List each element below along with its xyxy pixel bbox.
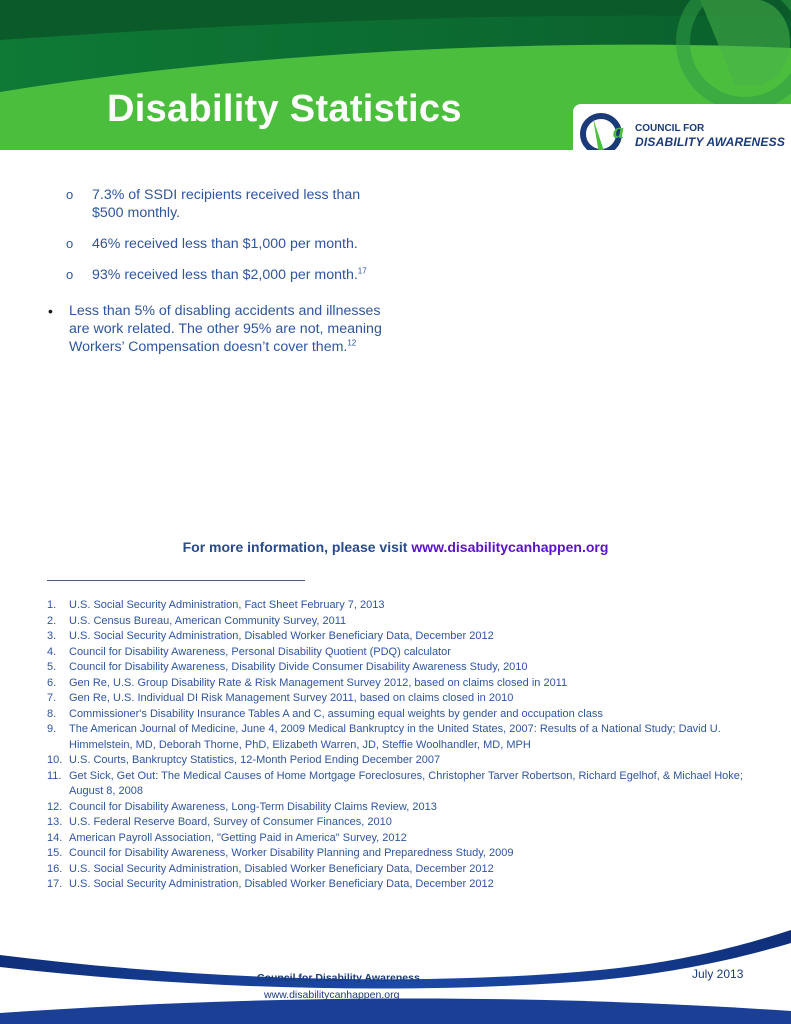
reference-text: Commissioner's Disability Insurance Tables A and C, assuming equal weights by gender and occupation class [69, 707, 603, 720]
reference-text: The American Journal of Medicine, June 4, 2009 Medical Bankruptcy in the United States, 2007: Results of a National Study; David U. Himmelstein, MD, Deborah Thorne, PhD, Elizabeth Warren, JD, Steffie Woolhandler, MD, MPH [69, 723, 721, 751]
reference-item [47, 598, 747, 614]
reference-number: 2. [47, 614, 57, 627]
reference-text: Gen Re, U.S. Individual DI Risk Management Survey 2011, based on claims closed in 2010 [69, 692, 514, 704]
reference-text: U.S. Social Security Administration, Disabled Worker Beneficiary Data, December 2012 [69, 862, 494, 875]
footer-date: July 2013 [692, 967, 744, 981]
reference-text: U.S. Census Bureau, American Community Survey, 2011 [69, 614, 347, 627]
logo-line-2: DISABILITY AWARENESS [635, 135, 786, 149]
footnote-ref: 12 [347, 338, 357, 348]
sub-bullet-text: 93% received less than $2,000 per month. [92, 267, 358, 283]
organization-logo [573, 104, 791, 150]
sub-bullet [48, 235, 388, 253]
reference-number: 14. [47, 831, 63, 844]
reference-item [47, 846, 747, 862]
reference-text: Council for Disability Awareness, Disability Divide Consumer Disability Awareness Study, 2010 [69, 661, 528, 673]
statistics-bullets [48, 186, 388, 356]
reference-item [47, 660, 747, 676]
reference-number: 8. [47, 707, 57, 720]
reference-item [47, 753, 747, 769]
reference-text: Council for Disability Awareness, Worker Disability Planning and Preparedness Study, 2009 [69, 847, 514, 859]
reference-number: 10. [47, 754, 63, 766]
reference-text: Get Sick, Get Out: The Medical Causes of Home Mortgage Foreclosures, Christopher Tarver Robertson, Richard Egelhof, & Michael Hoke; August 8, 2008 [69, 769, 743, 797]
reference-item [47, 676, 747, 692]
sub-bullet [48, 186, 388, 222]
reference-number: 16. [47, 862, 63, 875]
reference-item [47, 800, 747, 816]
reference-number: 1. [47, 599, 57, 611]
reference-text: Council for Disability Awareness, Long-Term Disability Claims Review, 2013 [69, 800, 437, 813]
svg-text:a: a [613, 118, 624, 143]
da-logo-icon [577, 108, 637, 150]
sub-bullet-text: 7.3% of SSDI recipients received less than $500 monthly. [92, 187, 361, 221]
reference-number: 15. [47, 847, 63, 859]
reference-number: 9. [47, 723, 57, 735]
dot-bullet-icon: • [48, 303, 53, 319]
more-info-text: For more information, please visit [182, 539, 412, 555]
reference-number: 3. [47, 630, 57, 642]
page-title: Disability Statistics [107, 88, 462, 130]
website-link[interactable]: www.disabilitycanhappen.org [411, 539, 609, 555]
circle-bullet-icon: o [66, 267, 74, 282]
sub-bullet-text: 46% received less than $1,000 per month. [92, 236, 358, 252]
reference-number: 12. [47, 800, 63, 813]
reference-text: U.S. Social Security Administration, Disabled Worker Beneficiary Data, December 2012 [69, 878, 494, 890]
references-list [47, 598, 747, 893]
reference-item [47, 769, 747, 800]
reference-number: 4. [47, 645, 57, 658]
reference-number: 6. [47, 676, 57, 689]
reference-item [47, 831, 747, 847]
circle-bullet-icon: o [66, 187, 74, 202]
header-banner [0, 0, 791, 150]
reference-item [47, 691, 747, 707]
reference-number: 11. [47, 769, 62, 782]
reference-text: U.S. Social Security Administration, Fact Sheet February 7, 2013 [69, 599, 385, 611]
reference-item [47, 815, 747, 831]
main-bullet-text: Less than 5% of disabling accidents and illnesses are work related. The other 95% are not, meaning Workers’ Compensation doesn’t cover them. [69, 303, 382, 355]
reference-number: 13. [47, 816, 63, 828]
reference-text: Council for Disability Awareness, Personal Disability Quotient (PDQ) calculator [69, 645, 451, 658]
reference-text: U.S. Social Security Administration, Disabled Worker Beneficiary Data, December 2012 [69, 630, 494, 642]
sub-bullet [48, 266, 388, 284]
reference-number: 5. [47, 661, 57, 673]
footnote-divider [47, 580, 305, 581]
reference-item [47, 707, 747, 723]
logo-line-1: COUNCIL FOR [635, 123, 705, 134]
reference-item [47, 629, 747, 645]
footnote-ref: 17 [357, 266, 367, 276]
reference-item [47, 862, 747, 878]
reference-item [47, 877, 747, 893]
reference-number: 7. [47, 692, 57, 704]
reference-number: 17. [47, 878, 63, 890]
reference-text: Gen Re, U.S. Group Disability Rate & Risk Management Survey 2012, based on claims closed in 2011 [69, 676, 568, 689]
reference-text: American Payroll Association, "Getting Paid in America" Survey, 2012 [69, 831, 407, 844]
circle-bullet-icon: o [66, 236, 74, 251]
reference-item [47, 614, 747, 630]
reference-text: U.S. Federal Reserve Board, Survey of Consumer Finances, 2010 [69, 816, 392, 828]
reference-text: U.S. Courts, Bankruptcy Statistics, 12-Month Period Ending December 2007 [69, 754, 441, 766]
more-info-line [0, 539, 791, 555]
reference-item [47, 722, 747, 753]
reference-item [47, 645, 747, 661]
main-bullet [48, 302, 388, 356]
footer-organization: Council for Disability Awareness [257, 972, 420, 984]
footer-url[interactable]: www.disabilitycanhappen.org [264, 989, 400, 1001]
